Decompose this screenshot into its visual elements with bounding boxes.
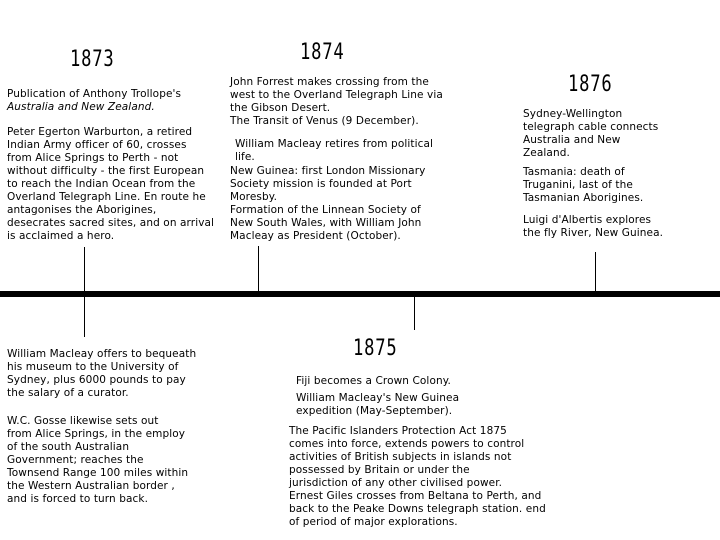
- tick-1874-up: [258, 246, 259, 293]
- event-gosse: W.C. Gosse likewise sets out from Alice Springs, in the employ of the south Australian Government; reaches the Townsend Range 100 miles within the Western Australian border , and is forced to turn back.: [7, 415, 189, 505]
- event-truganini: Tasmania: death of Truganini, last of the Tasmanian Aborigines.: [523, 166, 644, 204]
- event-dalbertis: Luigi d'Albertis explores the fly River, New Guinea.: [523, 214, 664, 239]
- event-macleay-expedition: William Macleay's New Guinea expedition (May-September).: [296, 392, 460, 417]
- event-trollope-line1: Publication of Anthony Trollope's: [7, 88, 182, 100]
- year-1873: 1873: [70, 47, 115, 72]
- tick-1876-dot: [592, 291, 598, 297]
- event-macleay-retires: William Macleay retires from political life.: [235, 138, 434, 163]
- timeline-axis: [0, 291, 720, 297]
- event-fiji: Fiji becomes a Crown Colony.: [296, 375, 451, 387]
- event-trollope: [7, 88, 181, 114]
- event-telegraph-cable: Sydney-Wellington telegraph cable connects Australia and New Zealand.: [523, 108, 659, 159]
- tick-1876-up: [595, 252, 596, 293]
- tick-1874-dot: [255, 291, 261, 297]
- tick-1873-up: [84, 247, 85, 293]
- tick-1875-dot: [411, 291, 417, 297]
- event-warburton: Peter Egerton Warburton, a retired Indian Army officer of 60, crosses from Alice Springs to Perth - not without difficulty - the first European to reach the Indian Ocean from the Overland Telegraph Line. En route he antagonises the Aborigines, desecrates sacred sites, and on arrival is acclaimed a hero.: [7, 126, 215, 242]
- year-1874: 1874: [300, 40, 345, 65]
- event-forrest: John Forrest makes crossing from the west to the Overland Telegraph Line via the Gibson Desert. The Transit of Venus (9 December).: [230, 76, 443, 127]
- event-pacific-act: The Pacific Islanders Protection Act 1875 comes into force, extends powers to control activities of British subjects in islands not possessed by Britain or under the jurisdiction of any other civilised power. Ernest Giles crosses from Beltana to Perth, and back to the Peake Downs telegraph station. end of period of major explorations.: [289, 425, 546, 528]
- year-1876: 1876: [568, 72, 613, 97]
- tick-1873-down: [84, 296, 85, 337]
- tick-1875-down: [414, 293, 415, 330]
- event-trollope-title: Australia and New Zealand.: [7, 101, 155, 113]
- event-lms-mission: New Guinea: first London Missionary Society mission is founded at Port Moresby. Formation of the Linnean Society of New South Wales, with William John Macleay as President (October).: [230, 165, 426, 242]
- event-macleay-bequest: William Macleay offers to bequeath his museum to the University of Sydney, plus 6000 pounds to pay the salary of a curator.: [7, 348, 197, 399]
- year-1875: 1875: [353, 336, 398, 361]
